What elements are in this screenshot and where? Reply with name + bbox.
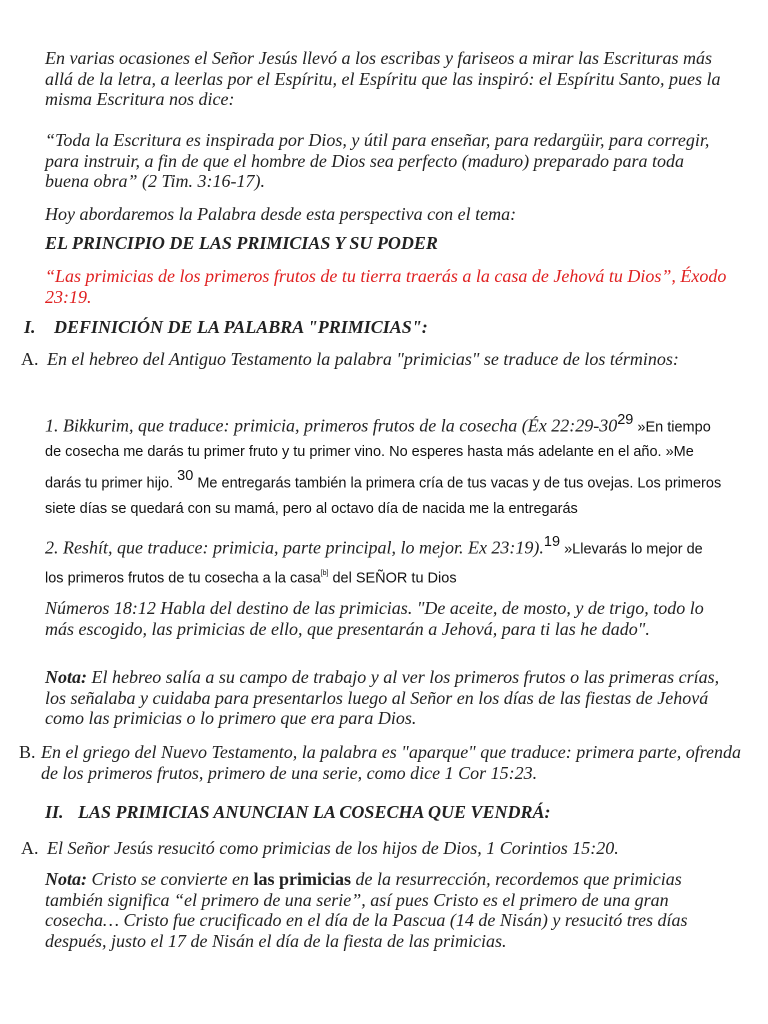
verse-number-30: 30 (177, 468, 194, 485)
main-title: EL PRINCIPIO DE LAS PRIMICIAS Y SU PODER (45, 233, 438, 253)
nota1-label: Nota: (45, 667, 87, 687)
intro-paragraph: En varias ocasiones el Señor Jesús llevó a los escribas y fariseos a mirar las Escrituras más allá de la letra, a leerlas por el Espíritu, el Espíritu que las inspiró: el Espíritu Santo, pues la misma Escritura nos dice: (45, 48, 721, 109)
verse-number-19: 19 (543, 534, 561, 550)
nota2-emphasis: las primicias (253, 869, 351, 889)
reshit-verse-b: del SEÑOR tu Dios (328, 570, 457, 587)
nota1-text: El hebreo salía a su campo de trabajo y al ver los primeros frutos o las primeras crías, los señalaba y cuidaba para presentarlos luego al Señor en los días de las fiestas de Jehová como las primicias o lo primero que era para Dios. (45, 667, 720, 728)
section1-number: I. (24, 317, 36, 337)
bikkurim-label: 1. Bikkurim, que traduce: primicia, primeros frutos de la cosecha (Éx 22:29-30 (45, 415, 618, 436)
item-reshit (45, 531, 725, 592)
reshit-label: 2. Reshít, que traduce: primicia, parte principal, lo mejor. Ex 23:19). (45, 537, 544, 558)
section2-heading (45, 802, 725, 823)
section2-point-a (21, 838, 747, 859)
today-paragraph: Hoy abordaremos la Palabra desde esta perspectiva con el tema: (45, 204, 517, 224)
section2-number: II. (45, 802, 64, 822)
verse-number-29: 29 (617, 412, 634, 428)
point-a-letter: A. (21, 349, 39, 369)
point-b-letter: B. (19, 742, 36, 762)
section2-point-a-letter: A. (21, 838, 39, 858)
nota2-paragraph (45, 869, 730, 951)
key-verse: “Las primicias de los primeros frutos de tu tierra traerás a la casa de Jehová tu Dios”, Éxodo 23:19. (45, 266, 727, 307)
section2-point-a-text: El Señor Jesús resucitó como primicias de los hijos de Dios, 1 Corintios 15:20. (47, 838, 619, 858)
nota2-text-b: de la resurrección, recordemos que primicias también significa “el primero de una serie”, así pues Cristo es el primero de una gran cosecha… Cristo fue crucificado en el día de la Pascua (14 de Nisán) y resucitó tres días después, justo el 17 de Nisán el día de la fiesta de las primicias. (45, 869, 688, 951)
bikkurim-verse-b: Me entregarás también la primera cría de tus vacas y de tus ovejas. Los primeros siete días se quedará con su mamá, pero al octavo día de nacida me la entregarás (45, 475, 722, 517)
nota2-text-a: Cristo se convierte en (87, 869, 254, 889)
nota1-paragraph (45, 667, 730, 729)
section1-title: DEFINICIÓN DE LA PALABRA "PRIMICIAS": (54, 317, 428, 337)
point-a-text: En el hebreo del Antiguo Testamento la palabra "primicias" se traduce de los términos: (47, 349, 679, 369)
bikkurim-verse-a: »En tiempo de cosecha me darás tu primer fruto y tu primer vino. No esperes hasta más adelante en el año. »Me darás tu primer hijo. (45, 419, 711, 492)
section1-heading (24, 317, 724, 338)
section1-point-b (19, 742, 747, 783)
nota2-label: Nota: (45, 869, 87, 889)
reshit-verse-a: »Llevarás lo mejor de los primeros frutos de tu cosecha a la casa (45, 541, 703, 587)
point-b-text: En el griego del Nuevo Testamento, la palabra es "aparque" que traduce: primera parte, ofrenda de los primeros frutos, primero de una serie, como dice 1 Cor 15:23. (41, 742, 742, 783)
section1-point-a (21, 349, 727, 370)
item-bikkurim (45, 409, 725, 522)
quote-paragraph: “Toda la Escritura es inspirada por Dios, y útil para enseñar, para redargüir, para corregir, para instruir, a fin de que el hombre de Dios sea perfecto (maduro) preparado para toda buena obra” (2 Tim. 3:16-17). (45, 130, 710, 191)
numeros-paragraph: Números 18:12 Habla del destino de las primicias. "De aceite, de mosto, y de trigo, todo lo más escogido, las primicias de ello, que presentarán a Jehová, para ti las he dado". (45, 598, 704, 639)
section2-title: LAS PRIMICIAS ANUNCIAN LA COSECHA QUE VENDRÁ: (78, 802, 551, 822)
footnote-b: [b] (320, 570, 329, 578)
